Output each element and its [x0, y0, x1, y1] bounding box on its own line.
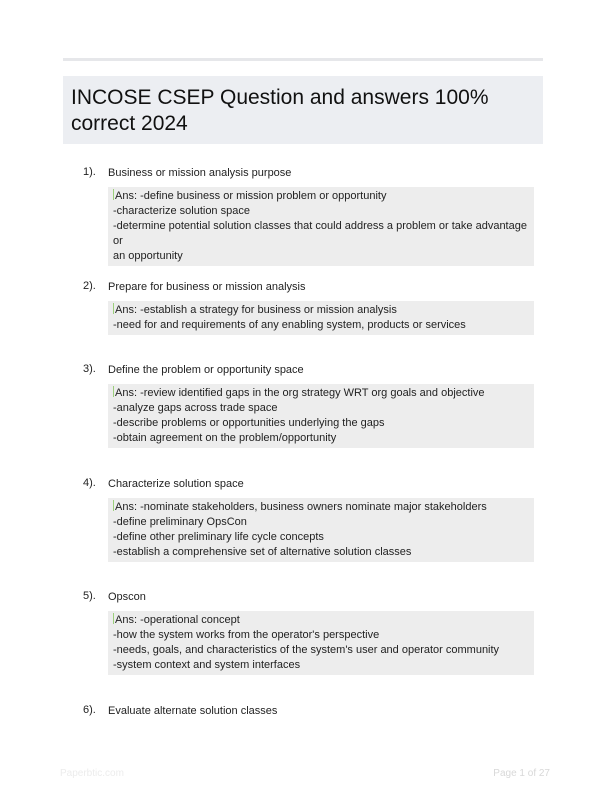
- footer-watermark: Paperbtic.com: [60, 768, 124, 779]
- answer-line: -analyze gaps across trade space: [113, 402, 278, 414]
- answer-line: Ans: -operational concept: [115, 614, 240, 626]
- question-text: Characterize solution space: [108, 478, 244, 490]
- page-number: Page 1 of 27: [493, 768, 550, 779]
- question-text: Opscon: [108, 591, 146, 603]
- top-divider: [63, 58, 543, 61]
- answer-line: -define other preliminary life cycle concepts: [113, 531, 324, 543]
- question-text: Business or mission analysis purpose: [108, 167, 292, 179]
- answer-line: -describe problems or opportunities underlying the gaps: [113, 417, 385, 429]
- question-number: 3).: [83, 363, 96, 375]
- answer-box: [108, 187, 534, 266]
- answer-box: [108, 611, 534, 675]
- answer-line: -need for and requirements of any enabling system, products or services: [113, 319, 466, 331]
- answer-line: -characterize solution space: [113, 205, 250, 217]
- answer-marker: [113, 386, 114, 397]
- answer-line: -obtain agreement on the problem/opportunity: [113, 432, 337, 444]
- answer-box: [108, 301, 534, 335]
- document-title: INCOSE CSEP Question and answers 100% correct 2024: [71, 86, 489, 135]
- question-text: Define the problem or opportunity space: [108, 364, 304, 376]
- question-number: 4).: [83, 477, 96, 489]
- question-text: Prepare for business or mission analysis: [108, 281, 306, 293]
- answer-line: -determine potential solution classes that could address a problem or take advantage or: [113, 220, 531, 247]
- question-number: 2).: [83, 280, 96, 292]
- answer-line: Ans: -define business or mission problem or opportunity: [115, 190, 387, 202]
- question-text: Evaluate alternate solution classes: [108, 705, 278, 717]
- answer-line: Ans: -review identified gaps in the org strategy WRT org goals and objective: [115, 387, 485, 399]
- answer-marker: [113, 613, 114, 624]
- answer-marker: [113, 303, 114, 314]
- question-number: 6).: [83, 704, 96, 716]
- answer-line: Ans: -nominate stakeholders, business owners nominate major stakeholders: [115, 501, 487, 513]
- question-number: 5).: [83, 590, 96, 602]
- answer-line: -how the system works from the operator's perspective: [113, 629, 380, 641]
- answer-line: Ans: -establish a strategy for business or mission analysis: [115, 304, 397, 316]
- answer-line: -system context and system interfaces: [113, 659, 301, 671]
- answer-line: an opportunity: [113, 250, 183, 262]
- title-banner: [63, 76, 543, 144]
- answer-line: -define preliminary OpsCon: [113, 516, 247, 528]
- answer-line: -establish a comprehensive set of alternative solution classes: [113, 546, 412, 558]
- answer-marker: [113, 500, 114, 511]
- question-number: 1).: [83, 166, 96, 178]
- answer-line: -needs, goals, and characteristics of the system's user and operator community: [113, 644, 500, 656]
- answer-marker: [113, 189, 114, 200]
- answer-box: [108, 384, 534, 448]
- answer-box: [108, 498, 534, 562]
